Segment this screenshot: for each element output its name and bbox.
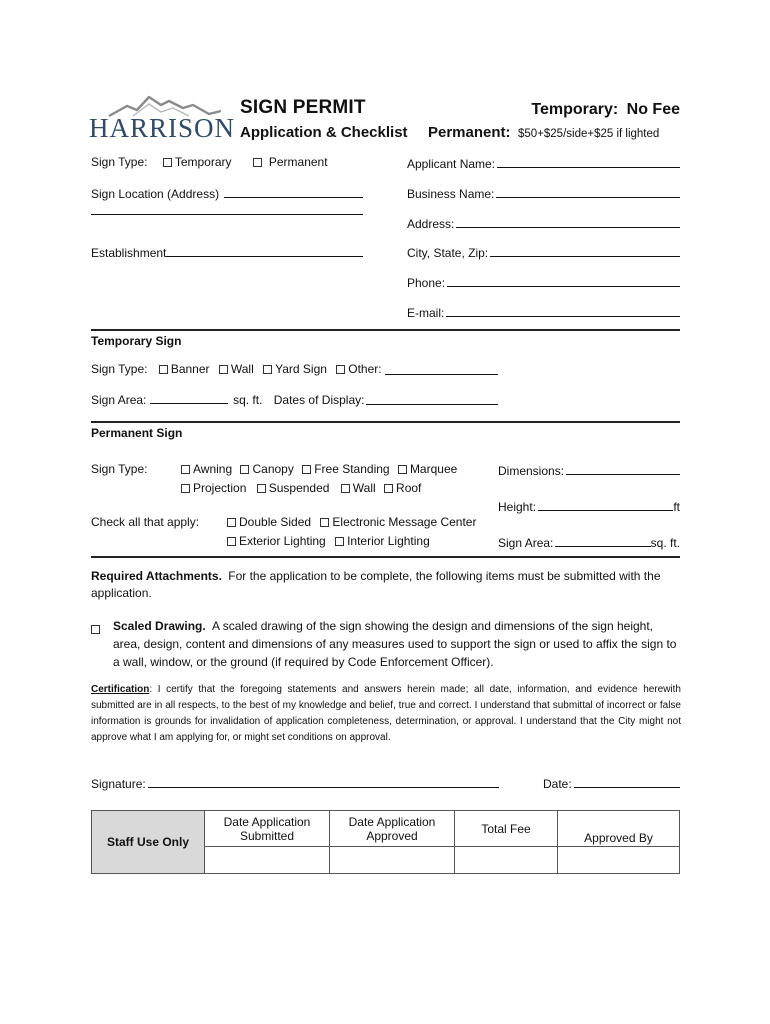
option-marquee[interactable] [398,462,457,476]
option-yard-sign-label: Yard Sign [275,362,327,376]
option-other-label: Other: [348,362,382,376]
email-field[interactable] [407,304,680,320]
option-banner-label: Banner [170,362,210,376]
permanent-options-row2 [181,481,421,495]
scaled-drawing-item [113,617,683,671]
option-free-standing[interactable] [302,462,389,476]
temporary-area-field [91,392,364,407]
address-field[interactable] [407,215,680,231]
height-line[interactable] [538,498,673,511]
option-permanent-label: Permanent [268,155,328,169]
city-state-zip-field[interactable] [407,244,680,260]
scaled-drawing-title: Scaled Drawing. [113,619,206,633]
height-label: Height: [498,500,537,514]
signature-field[interactable] [91,775,499,791]
checkbox-icon[interactable] [257,484,266,493]
permanent-area-unit: sq. ft. [650,536,680,550]
form-subtitle: Application & Checklist [240,124,408,141]
date-label: Date: [543,777,572,791]
phone-label: Phone: [407,276,446,290]
harrison-logo [89,92,236,144]
checkbox-icon[interactable] [91,625,100,634]
checkbox-icon[interactable] [341,484,350,493]
option-double-sided-label: Double Sided [239,515,312,529]
sign-type-label: Sign Type: [91,155,148,169]
permanent-type-label: Sign Type: [91,462,148,476]
phone-field[interactable] [407,274,680,290]
email-line[interactable] [446,304,680,317]
divider [91,556,680,558]
dimensions-line[interactable] [566,462,680,475]
temporary-area-label: Sign Area: [91,393,147,407]
staff-use-table [91,810,680,874]
option-roof[interactable] [384,481,421,495]
checkbox-icon[interactable] [302,465,311,474]
temporary-sign-heading: Temporary Sign [91,334,182,348]
business-name-line[interactable] [496,185,680,198]
date-submitted-cell[interactable] [205,847,330,874]
checkbox-icon[interactable] [263,365,272,374]
option-wall[interactable] [341,481,376,495]
city-state-zip-label: City, State, Zip: [407,246,489,260]
dimensions-field[interactable] [498,462,680,478]
checkbox-icon[interactable] [181,465,190,474]
header-total-fee: Total Fee [455,811,558,847]
scaled-drawing-checkbox-wrap[interactable] [91,620,103,638]
option-exterior-lighting-label: Exterior Lighting [239,534,326,548]
dates-display-label: Dates of Display: [273,393,365,407]
option-suspended[interactable] [257,481,330,495]
option-wall[interactable] [219,362,254,376]
sign-location-line-2[interactable] [91,214,363,215]
option-double-sided[interactable] [227,515,311,529]
certification-label: Certification [91,684,150,695]
checkbox-icon[interactable] [253,158,262,167]
business-name-label: Business Name: [407,187,495,201]
option-projection-label: Projection [193,481,247,495]
temporary-type-label: Sign Type: [91,362,148,376]
address-line[interactable] [456,215,680,228]
applicant-name-line[interactable] [497,155,680,168]
required-attachments-text: For the application to be complete, the following items must be submitted with the application. [91,569,661,600]
header-approved-by: Approved By [558,811,680,847]
option-wall-label: Wall [230,362,254,376]
checkbox-icon[interactable] [398,465,407,474]
option-yard-sign[interactable] [263,362,327,376]
total-fee-cell[interactable] [455,847,558,874]
divider [91,421,680,423]
checkbox-icon[interactable] [219,365,228,374]
option-awning[interactable] [181,462,232,476]
email-label: E-mail: [407,306,445,320]
check-options-row2 [227,534,430,548]
business-name-field[interactable] [407,185,680,201]
option-other[interactable] [336,362,381,376]
permanent-fee-label: Permanent: [428,124,511,141]
staff-use-only-cell: Staff Use Only [92,811,205,874]
checkbox-icon[interactable] [163,158,172,167]
checkbox-icon[interactable] [227,518,236,527]
height-unit: ft [673,500,680,514]
sign-location-label: Sign Location (Address) [91,187,220,201]
option-wall-label: Wall [352,481,376,495]
checkbox-icon[interactable] [320,518,329,527]
permanent-options-row1 [181,462,457,476]
option-banner[interactable] [159,362,210,376]
permanent-sign-heading: Permanent Sign [91,426,183,440]
option-permanent[interactable] [253,155,328,169]
establishment-field[interactable] [91,244,363,260]
date-approved-cell[interactable] [330,847,455,874]
option-suspended-label: Suspended [268,481,330,495]
dimensions-label: Dimensions: [498,464,565,478]
option-interior-lighting-label: Interior Lighting [347,534,430,548]
check-options-row1 [227,515,476,529]
sign-location-field[interactable] [91,185,363,201]
header-date-submitted: Date Application Submitted [205,811,330,847]
temporary-sign-type [91,362,382,376]
option-canopy-label: Canopy [252,462,294,476]
certification [91,682,681,746]
date-field[interactable] [543,775,680,791]
option-exterior-lighting[interactable] [227,534,326,548]
check-all-label: Check all that apply: [91,515,200,529]
checkbox-icon[interactable] [384,484,393,493]
option-interior-lighting[interactable] [335,534,430,548]
establishment-label: Establishment [91,246,167,260]
option-temporary-label: Temporary [174,155,232,169]
permanent-fee [428,124,659,142]
header-date-approved: Date Application Approved [330,811,455,847]
option-projection[interactable] [181,481,246,495]
signature-line[interactable] [148,775,499,788]
option-electronic-message-center[interactable] [320,515,476,529]
temporary-fee-value: No Fee [626,101,680,118]
option-roof-label: Roof [396,481,422,495]
applicant-name-label: Applicant Name: [407,157,496,171]
required-attachments-heading: Required Attachments. [91,569,222,583]
establishment-line[interactable] [166,244,363,257]
checkbox-icon[interactable] [240,465,249,474]
permanent-area-field[interactable] [498,534,680,550]
logo-text: HARRISON [89,113,236,143]
option-free-standing-label: Free Standing [314,462,390,476]
permanent-fee-value: $50+$25/side+$25 if lighted [517,128,660,140]
approved-by-cell[interactable] [558,847,680,874]
permanent-area-label: Sign Area: [498,536,554,550]
temporary-area-line[interactable] [150,392,228,404]
option-awning-label: Awning [193,462,233,476]
required-attachments [91,568,683,602]
permanent-area-line[interactable] [555,534,650,547]
certification-text: : I certify that the foregoing statements and answers herein made; all date, information, and evidence herewith submitted are in all respects, to the best of my knowledge and belief, true and correct. I understand that submittal of incorrect or false information is grounds for invalidation of application completeness, determination, or approval. I understand that the City might not approve what I am applying for, or might set conditions on approval. [91,684,681,743]
checkbox-icon[interactable] [336,365,345,374]
option-temporary[interactable] [163,155,232,169]
date-line[interactable] [574,775,680,788]
address-label: Address: [407,217,455,231]
other-line[interactable] [385,374,498,375]
form-title: SIGN PERMIT [240,97,366,118]
sign-location-line[interactable] [224,185,363,198]
option-canopy[interactable] [240,462,293,476]
checkbox-icon[interactable] [159,365,168,374]
city-state-zip-line[interactable] [490,244,680,257]
sign-type-field [91,155,334,169]
checkbox-icon[interactable] [181,484,190,493]
divider [91,329,680,331]
scaled-drawing-text: A scaled drawing of the sign showing the design and dimensions of the sign height, area, design, content and dimensions of any measures used to support the sign or used to affix the sign to a wall, window, or the ground (if required by Code Enforcement Officer). [113,619,677,669]
checkbox-icon[interactable] [227,537,236,546]
phone-line[interactable] [447,274,680,287]
temporary-area-unit: sq. ft. [233,393,263,407]
temporary-fee-label: Temporary: [531,101,619,118]
checkbox-icon[interactable] [335,537,344,546]
option-electronic-message-center-label: Electronic Message Center [332,515,477,529]
height-field[interactable] [498,498,680,514]
temporary-fee [531,101,680,119]
option-marquee-label: Marquee [409,462,458,476]
signature-label: Signature: [91,777,146,791]
applicant-name-field[interactable] [407,155,680,171]
dates-display-line[interactable] [366,404,498,405]
